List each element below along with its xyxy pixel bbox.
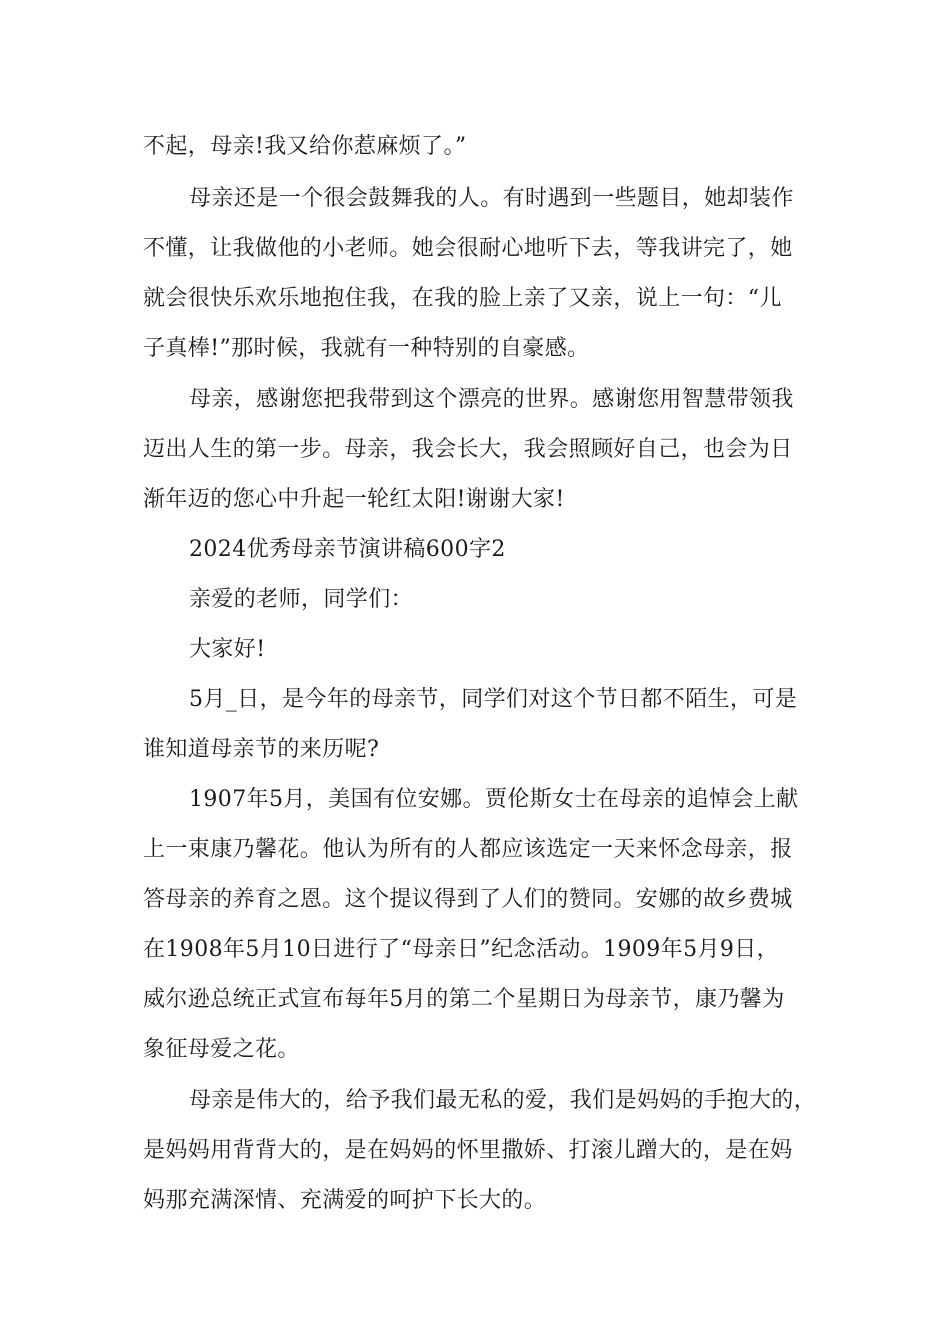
text-line: 威尔逊总统正式宣布每年5月的第二个星期日为母亲节，康乃馨为 — [143, 987, 785, 1012]
text-line: 答母亲的养育之恩。这个提议得到了人们的赞同。安娜的故乡费城 — [143, 887, 793, 912]
text-line: 谁知道母亲节的来历呢? — [143, 737, 380, 762]
text-line: 不起，母亲!我又给你惹麻烦了。” — [143, 134, 467, 159]
text-line: 母亲还是一个很会鼓舞我的人。有时遇到一些题目，她却装作 — [189, 186, 794, 211]
text-line: 迈出人生的第一步。母亲，我会长大，我会照顾好自己，也会为日 — [143, 437, 793, 462]
text-line: 子真棒!”那时候，我就有一种特别的自豪感。 — [143, 336, 590, 361]
text-line: 妈那充满深情、充满爱的呵护下长大的。 — [143, 1188, 547, 1213]
text-line: 1907年5月，美国有位安娜。贾伦斯女士在母亲的追悼会上献 — [189, 787, 799, 812]
text-line: 在1908年5月10日进行了“母亲日”纪念活动。1909年5月9日， — [143, 937, 780, 962]
text-line: 渐年迈的您心中升起一轮红太阳!谢谢大家! — [143, 487, 565, 512]
text-line: 象征母爱之花。 — [143, 1037, 300, 1062]
text-line: 母亲，感谢您把我带到这个漂亮的世界。感谢您用智慧带领我 — [189, 387, 794, 412]
greeting: 大家好! — [189, 637, 266, 662]
text-line: 是妈妈用背背大的，是在妈妈的怀里撒娇、打滚儿蹭大的，是在妈 — [143, 1138, 793, 1163]
text-line: 就会很快乐欢乐地抱住我，在我的脸上亲了又亲，说上一句：“儿 — [143, 286, 782, 311]
section-heading: 2024优秀母亲节演讲稿600字2 — [189, 537, 506, 562]
text-line: 母亲是伟大的，给予我们最无私的爱，我们是妈妈的手抱大的， — [189, 1088, 817, 1113]
text-line: 5月_日，是今年的母亲节，同学们对这个节日都不陌生，可是 — [189, 687, 798, 712]
salutation: 亲爱的老师，同学们： — [189, 587, 414, 612]
text-line: 上一束康乃馨花。他认为所有的人都应该选定一天来怀念母亲，报 — [143, 837, 793, 862]
text-line: 不懂，让我做他的小老师。她会很耐心地听下去，等我讲完了，她 — [143, 236, 793, 261]
